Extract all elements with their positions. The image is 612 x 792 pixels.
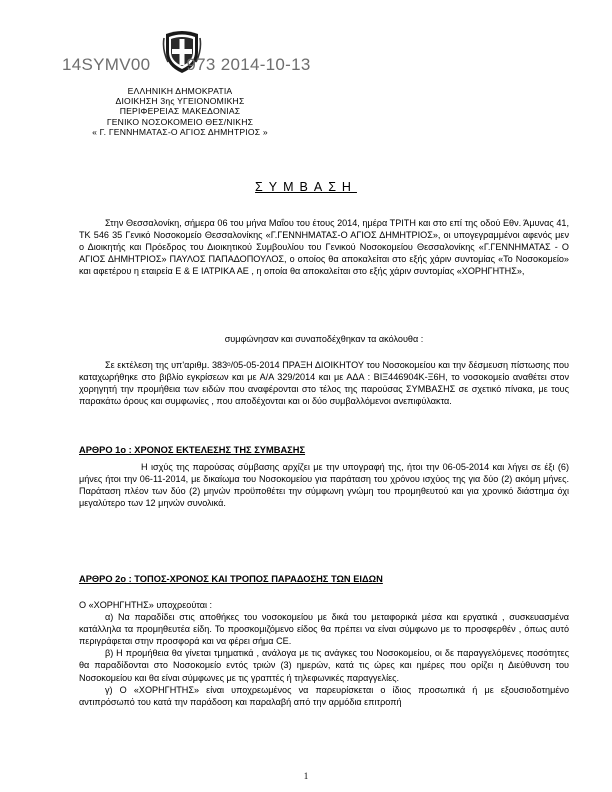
article-1-heading: ΑΡΘΡΟ 1ο : ΧΡΟΝΟΣ ΕΚΤΕΛΕΣΗΣ ΤΗΣ ΣΥΜΒΑΣΗΣ [79,445,306,455]
intro-paragraph [79,217,569,277]
execution-paragraph [79,359,569,407]
header-line: ΕΛΛΗΝΙΚΗ ΔΗΜΟΚΡΑΤΙΑ [127,86,233,96]
agreed-line: συμφώνησαν και συναποδέχθηκαν τα ακόλουθα : [224,334,424,344]
header-line: ΠΕΡΙΦΕΡΕΙΑΣ ΜΑΚΕΔΟΝΙΑΣ [119,106,241,117]
header-line: ΓΕΝΙΚΟ ΝΟΣΟΚΟΜΕΙΟ ΘΕΣ/ΝΙΚΗΣ [106,116,254,127]
ada-stamp [62,55,311,75]
header-line: « Γ. ΓΕΝΝΗΜΑΤΑΣ-Ο ΑΓΙΟΣ ΔΗΜΗΤΡΙΟΣ » [92,126,268,137]
intro-text: Στην Θεσσαλονίκη, σήμερα 06 του μήνα Μαΐου του έτους 2014, ημέρα ΤΡΙΤΗ και στο επί της οδού Εθν. Άμυνας 41, ΤΚ 546 35 Γενικό Νοσοκομείο Θεσσαλονίκης «Γ.ΓΕΝΝΗΜΑΤΑΣ-Ο ΑΓΙΟΣ ΔΗΜΗΤΡΙΟΣ», οι υπογεγραμμένοι αφενός μεν ο Διοικητής και Πρόεδρος του Διοικητικού Συμβουλίου του Γενικού Νοσοκομείου Θεσσαλονίκης «Γ.ΓΕΝΝΗΜΑΤΑΣ - Ο ΑΓΙΟΣ ΔΗΜΗΤΡΙΟΣ» ΠΑΥΛΟΣ ΠΑΠΑΔΟΠΟΥΛΟΣ, ο οποίος θα αποκαλείται στο εξής χάριν συντομίας «Το Νοσοκομείο» και αφετέρου η εταιρεία Ε & Ε ΙΑΤΡΙΚΑ ΑΕ , η οποία θα αποκαλείται στο εξής χάριν συντομίας «ΧΟΡΗΓΗΤΗΣ», [79,218,569,277]
document-title: ΣΥΜΒΑΣΗ [255,180,357,194]
article-2-lead: Ο «ΧΟΡΗΓΗΤΗΣ» υποχρεούται : [79,600,213,610]
header-line: ΔΙΟΙΚΗΣΗ 3ης ΥΓΕΙΟΝΟΜΙΚΗΣ [115,96,245,107]
article-1-text: Η ισχύς της παρούσας σύμβασης αρχίζει με την υπογραφή της, ήτοι την 06-05-2014 και λήγει σε έξι (6) μήνες ήτοι την 06-11-2014, με δικαίωμα του Νοσοκομείου για παράταση του χρόνου ισχύος της για δύο (2) ακόμη μήνες. Παράταση πλέον των δύο (2) μηνών προϋποθέτει την σύμφωνη γνώμη του προμηθευτού και για χρονικό διάστημα όχι μεγαλύτερο των 12 μηνών συνολικά. [79,462,569,509]
article-2-body [79,599,569,708]
ada-stamp-left: 14SYMV00 [62,55,151,74]
execution-text: Σε εκτέλεση της υπ'αριθμ. 383ᵒ/05-05-2014 ΠΡΑΞΗ ΔΙΟΙΚΗΤΟΥ του Νοσοκομείου και την δέσμευση πίστωσης που καταχωρήθηκε στο βιβλίο εγκρίσεων και με Α/Α 329/2014 και με ΑΔΑ : ΒΙΞ446904Κ-Ξ6Η, το νοσοκομείο αναθέτει στον χορηγητή την προμήθεια των ειδών που αναφέρονται στο τέλος της παρούσας ΣΥΜΒΑΣΗΣ σε σχετικό πίνακα, με τους παρακάτω όρους και συμφωνίες , που αποδέχονται και οι δύο συμβαλλόμενοι ανεπιφύλακτα. [79,360,569,407]
page-number: 1 [303,771,309,781]
article-2-item-a: α) Να παραδίδει στις αποθήκες του νοσοκομείου με δικά του μεταφορικά μέσα και εργατικά , συσκευασμένα κατάλληλα τα προμηθευτέα είδη. Το προσκομιζόμενο είδος θα πρέπει να είναι σύμφωνο με το προσφερθέν , όπως αυτό περιγράφεται στην προσφορά και να φέρει σήμα CE. [79,612,569,647]
article-2-item-b: β) Η προμήθεια θα γίνεται τμηματικά , ανάλογα με τις ανάγκες του Νοσοκομείου, οι δε παραγγελόμενες ποσότητες θα παραδίδονται στο Νοσοκομείο εντός τριών (3) ημερών, κατά τις ώρες και ημέρες που ορίζει η Διεύθυνση του Νοσοκομείου και θα είναι σύμφωνες με τις γραπτές ή τηλεφωνικές παραγγελίες. [79,648,569,683]
article-2-item-c: γ) Ο «ΧΟΡΗΓΗΤΗΣ» είναι υποχρεωμένος να παρευρίσκεται ο ίδιος προσωπικά ή με εξουσιοδοτημένο αντιπρόσωπό του κατά την παράδοση και παραλαβή από την αρμόδια επιτροπή [79,684,569,707]
article-1-body [79,461,569,509]
ada-stamp-right: 973 2014-10-13 [186,55,311,74]
article-2-heading: ΑΡΘΡΟ 2ο : ΤΟΠΟΣ-ΧΡΟΝΟΣ ΚΑΙ ΤΡΟΠΟΣ ΠΑΡΑΔΟΣΗΣ ΤΩΝ ΕΙΔΩΝ [79,574,383,584]
issuer-header [60,86,300,137]
